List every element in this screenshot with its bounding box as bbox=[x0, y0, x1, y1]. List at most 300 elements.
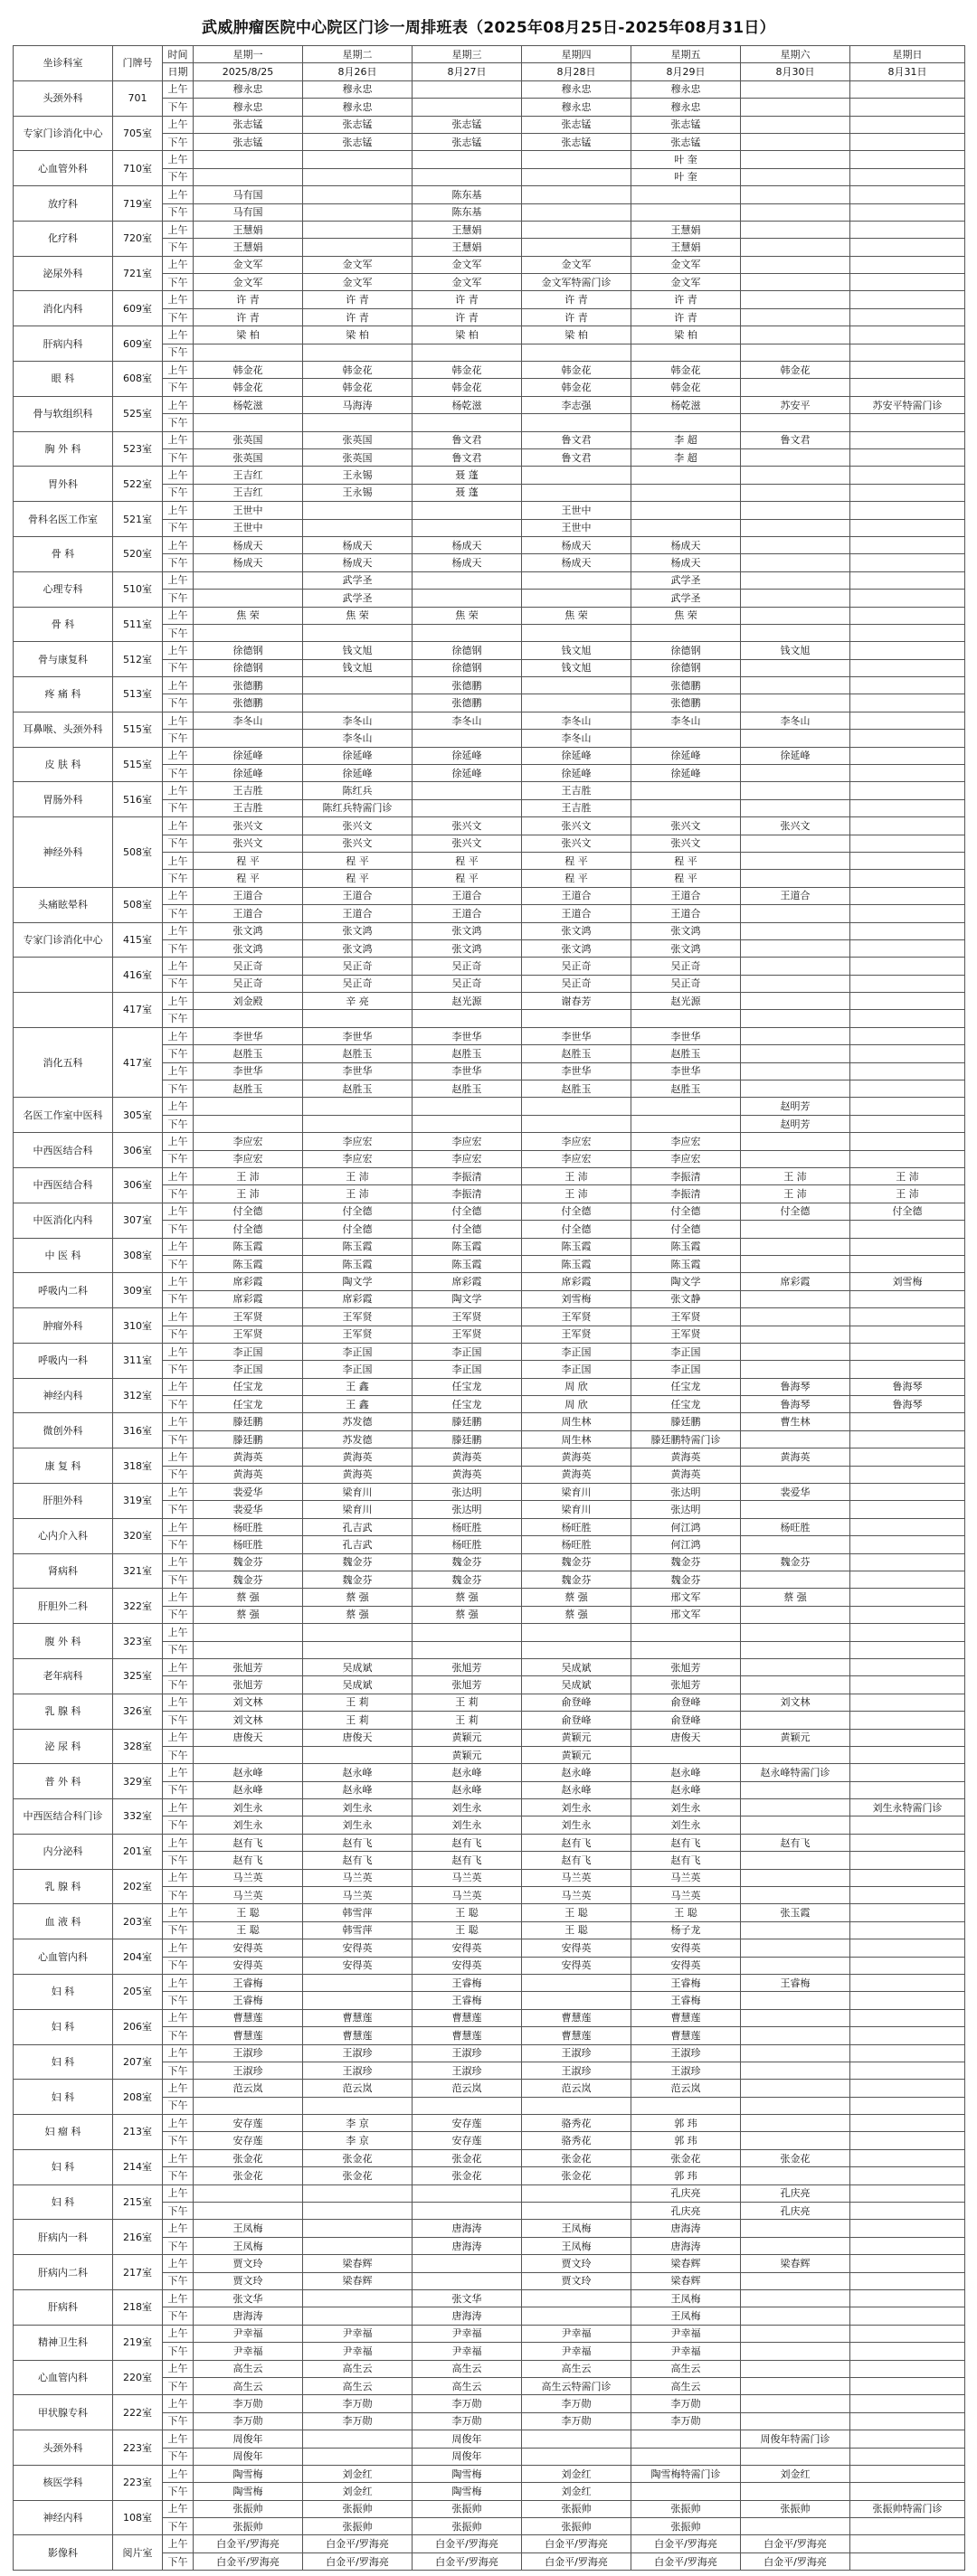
doctor-cell bbox=[741, 2132, 850, 2149]
doctor-cell: 王睿梅 bbox=[413, 1992, 522, 2009]
doctor-cell: 付全德 bbox=[303, 1203, 413, 1220]
doctor-cell: 鲁文君 bbox=[522, 448, 631, 466]
period-cell: 上午 bbox=[163, 326, 194, 344]
schedule-row bbox=[14, 2360, 965, 2377]
doctor-cell: 钱文旭 bbox=[522, 642, 631, 659]
period-cell: 上午 bbox=[163, 116, 194, 133]
room-cell: 201室 bbox=[113, 1834, 163, 1869]
doctor-cell bbox=[741, 519, 850, 536]
department-cell: 骨与康复科 bbox=[14, 642, 113, 677]
room-cell: 415室 bbox=[113, 922, 163, 958]
doctor-cell bbox=[850, 203, 965, 221]
doctor-cell: 李 京 bbox=[303, 2115, 413, 2132]
doctor-cell: 俞登峰 bbox=[522, 1694, 631, 1711]
doctor-cell: 范云岚 bbox=[194, 2080, 303, 2097]
doctor-cell: 马兰英 bbox=[303, 1887, 413, 1904]
doctor-cell bbox=[741, 291, 850, 308]
doctor-cell: 周生林 bbox=[522, 1430, 631, 1448]
doctor-cell bbox=[741, 799, 850, 816]
doctor-cell bbox=[194, 414, 303, 431]
doctor-cell: 聂 蓬 bbox=[413, 484, 522, 501]
doctor-cell: 安得英 bbox=[303, 1957, 413, 1974]
doctor-cell bbox=[741, 694, 850, 712]
doctor-cell: 王凤梅 bbox=[194, 2237, 303, 2254]
doctor-cell bbox=[741, 1133, 850, 1150]
room-cell: 202室 bbox=[113, 1869, 163, 1904]
doctor-cell: 刘生永 bbox=[194, 1816, 303, 1834]
doctor-cell: 杨成天 bbox=[631, 536, 741, 553]
doctor-cell: 吴正奇 bbox=[522, 975, 631, 992]
doctor-cell bbox=[741, 1852, 850, 1869]
room-cell: 508室 bbox=[113, 817, 163, 888]
doctor-cell: 许 青 bbox=[522, 308, 631, 326]
schedule-row bbox=[14, 1518, 965, 1535]
period-cell: 上午 bbox=[163, 2395, 194, 2412]
doctor-cell bbox=[741, 1221, 850, 1238]
doctor-cell bbox=[850, 590, 965, 607]
header-date: 8月27日 bbox=[413, 63, 522, 80]
doctor-cell bbox=[850, 1974, 965, 1991]
doctor-cell: 王 聪 bbox=[522, 1921, 631, 1939]
period-cell: 下午 bbox=[163, 2552, 194, 2570]
schedule-row bbox=[14, 1133, 965, 1150]
room-cell: 306室 bbox=[113, 1133, 163, 1168]
doctor-cell bbox=[850, 151, 965, 168]
period-cell: 下午 bbox=[163, 308, 194, 326]
schedule-row bbox=[14, 2184, 965, 2202]
doctor-cell: 曹慧莲 bbox=[413, 2009, 522, 2026]
department-cell: 影像科 bbox=[14, 2535, 113, 2571]
doctor-cell: 席彩霞 bbox=[194, 1290, 303, 1307]
doctor-cell bbox=[741, 1308, 850, 1326]
doctor-cell: 曹慧莲 bbox=[303, 2027, 413, 2044]
schedule-row bbox=[14, 1939, 965, 1957]
doctor-cell: 王 沛 bbox=[194, 1185, 303, 1203]
doctor-cell: 钱文旭 bbox=[303, 659, 413, 676]
doctor-cell bbox=[850, 1694, 965, 1711]
doctor-cell bbox=[194, 1098, 303, 1115]
doctor-cell: 张志锰 bbox=[631, 116, 741, 133]
doctor-cell: 席彩霞 bbox=[303, 1290, 413, 1307]
doctor-cell bbox=[850, 1150, 965, 1167]
period-cell: 上午 bbox=[163, 2500, 194, 2517]
department-cell: 疼 痛 科 bbox=[14, 677, 113, 712]
doctor-cell: 黄海英 bbox=[631, 1466, 741, 1483]
doctor-cell bbox=[850, 448, 965, 466]
doctor-cell bbox=[741, 852, 850, 869]
period-cell: 下午 bbox=[163, 379, 194, 396]
period-cell: 下午 bbox=[163, 975, 194, 992]
doctor-cell bbox=[522, 467, 631, 484]
doctor-cell: 付全德 bbox=[303, 1221, 413, 1238]
period-cell: 下午 bbox=[163, 484, 194, 501]
period-cell: 下午 bbox=[163, 1185, 194, 1203]
doctor-cell bbox=[631, 484, 741, 501]
doctor-cell: 程 平 bbox=[631, 870, 741, 887]
doctor-cell bbox=[850, 2062, 965, 2079]
doctor-cell: 曹慧莲 bbox=[631, 2027, 741, 2044]
period-cell: 下午 bbox=[163, 1992, 194, 2009]
schedule-row bbox=[14, 2080, 965, 2097]
doctor-cell: 穆永忠 bbox=[631, 80, 741, 98]
doctor-cell bbox=[741, 659, 850, 676]
doctor-cell bbox=[850, 431, 965, 448]
doctor-cell: 李振清 bbox=[631, 1168, 741, 1185]
doctor-cell: 张志锰 bbox=[303, 133, 413, 150]
doctor-cell: 张文华 bbox=[194, 2290, 303, 2307]
doctor-cell: 张文鸿 bbox=[194, 939, 303, 957]
period-cell: 下午 bbox=[163, 1852, 194, 1869]
doctor-cell bbox=[850, 2027, 965, 2044]
doctor-cell: 黄海英 bbox=[303, 1466, 413, 1483]
doctor-cell: 蔡 强 bbox=[741, 1589, 850, 1606]
period-cell: 上午 bbox=[163, 362, 194, 379]
doctor-cell bbox=[850, 607, 965, 624]
department-cell: 妇 科 bbox=[14, 2080, 113, 2115]
doctor-cell: 陈玉霞 bbox=[631, 1255, 741, 1272]
room-cell: 417室 bbox=[113, 1027, 163, 1098]
doctor-cell bbox=[850, 291, 965, 308]
period-cell: 下午 bbox=[163, 448, 194, 466]
doctor-cell: 梁育川 bbox=[303, 1484, 413, 1501]
doctor-cell: 王淑珍 bbox=[303, 2062, 413, 2079]
department-cell: 神经内科 bbox=[14, 2500, 113, 2535]
doctor-cell: 许 青 bbox=[194, 291, 303, 308]
doctor-cell bbox=[850, 1834, 965, 1851]
doctor-cell bbox=[850, 1553, 965, 1571]
doctor-cell: 唐海涛 bbox=[194, 2307, 303, 2325]
doctor-cell bbox=[741, 1045, 850, 1062]
doctor-cell: 杨旺胜 bbox=[413, 1536, 522, 1553]
doctor-cell: 骆秀花 bbox=[522, 2132, 631, 2149]
doctor-cell: 李万勋 bbox=[194, 2395, 303, 2412]
doctor-cell: 范云岚 bbox=[303, 2080, 413, 2097]
doctor-cell bbox=[850, 1098, 965, 1115]
doctor-cell: 李万勋 bbox=[631, 2395, 741, 2412]
doctor-cell bbox=[850, 1676, 965, 1694]
doctor-cell: 王吉胜 bbox=[194, 782, 303, 799]
doctor-cell: 贾文玲 bbox=[522, 2272, 631, 2289]
department-cell: 心内介入科 bbox=[14, 1518, 113, 1553]
period-cell: 上午 bbox=[163, 2360, 194, 2377]
doctor-cell: 安存莲 bbox=[413, 2115, 522, 2132]
doctor-cell bbox=[631, 730, 741, 747]
schedule-row bbox=[14, 1799, 965, 1816]
doctor-cell bbox=[741, 1781, 850, 1798]
period-cell: 下午 bbox=[163, 2518, 194, 2535]
doctor-cell: 王世中 bbox=[522, 502, 631, 519]
doctor-cell bbox=[741, 221, 850, 238]
doctor-cell bbox=[850, 2430, 965, 2448]
doctor-cell bbox=[741, 448, 850, 466]
room-cell: 511室 bbox=[113, 607, 163, 642]
doctor-cell: 金文军 bbox=[303, 274, 413, 291]
doctor-cell: 尹幸福 bbox=[631, 2325, 741, 2342]
room-cell: 306室 bbox=[113, 1168, 163, 1203]
doctor-cell: 李世华 bbox=[522, 1062, 631, 1080]
doctor-cell bbox=[631, 624, 741, 641]
doctor-cell: 张兴文 bbox=[413, 835, 522, 852]
doctor-cell bbox=[850, 2448, 965, 2465]
header-dept: 坐诊科室 bbox=[14, 46, 113, 81]
room-cell: 309室 bbox=[113, 1273, 163, 1308]
doctor-cell bbox=[850, 2184, 965, 2202]
doctor-cell: 张英国 bbox=[194, 448, 303, 466]
period-cell: 下午 bbox=[163, 939, 194, 957]
schedule-row bbox=[14, 502, 965, 519]
doctor-cell: 王 鑫 bbox=[303, 1378, 413, 1395]
doctor-cell: 吴成斌 bbox=[522, 1658, 631, 1675]
room-cell: 328室 bbox=[113, 1729, 163, 1764]
room-cell: 520室 bbox=[113, 536, 163, 571]
schedule-row bbox=[14, 1974, 965, 1991]
doctor-cell: 韩金花 bbox=[194, 379, 303, 396]
department-cell: 化疗科 bbox=[14, 221, 113, 256]
doctor-cell: 李万勋 bbox=[303, 2412, 413, 2430]
doctor-cell bbox=[850, 2272, 965, 2289]
schedule-row bbox=[14, 2115, 965, 2132]
doctor-cell: 滕廷鹏 bbox=[413, 1430, 522, 1448]
room-cell: 721室 bbox=[113, 256, 163, 291]
schedule-row bbox=[14, 1729, 965, 1746]
period-cell: 下午 bbox=[163, 659, 194, 676]
doctor-cell bbox=[850, 1712, 965, 1729]
doctor-cell bbox=[741, 2395, 850, 2412]
doctor-cell: 张文鸿 bbox=[303, 939, 413, 957]
doctor-cell: 陶雪梅特需门诊 bbox=[631, 2465, 741, 2482]
doctor-cell bbox=[850, 852, 965, 869]
period-cell: 上午 bbox=[163, 431, 194, 448]
doctor-cell: 王淑珍 bbox=[522, 2062, 631, 2079]
doctor-cell: 刘生永 bbox=[413, 1816, 522, 1834]
doctor-cell: 黄颖元 bbox=[522, 1729, 631, 1746]
doctor-cell: 王永锡 bbox=[303, 467, 413, 484]
doctor-cell bbox=[850, 1290, 965, 1307]
doctor-cell bbox=[741, 2167, 850, 2184]
doctor-cell bbox=[850, 1816, 965, 1834]
doctor-cell: 张振帅 bbox=[631, 2518, 741, 2535]
schedule-row bbox=[14, 326, 965, 344]
doctor-cell: 张振帅 bbox=[631, 2500, 741, 2517]
period-cell: 上午 bbox=[163, 2325, 194, 2342]
doctor-cell bbox=[850, 1045, 965, 1062]
doctor-cell: 许 青 bbox=[631, 291, 741, 308]
doctor-cell: 孔吉武 bbox=[303, 1518, 413, 1535]
schedule-row bbox=[14, 2290, 965, 2307]
room-cell: 521室 bbox=[113, 502, 163, 537]
doctor-cell: 李世华 bbox=[194, 1027, 303, 1044]
doctor-cell: 金文军 bbox=[413, 256, 522, 273]
doctor-cell bbox=[741, 502, 850, 519]
schedule-row bbox=[14, 1658, 965, 1675]
room-cell: 222室 bbox=[113, 2395, 163, 2430]
period-cell: 上午 bbox=[163, 2465, 194, 2482]
doctor-cell: 张金花 bbox=[522, 2149, 631, 2166]
doctor-cell bbox=[850, 2377, 965, 2394]
doctor-cell: 张德鹏 bbox=[631, 694, 741, 712]
doctor-cell: 杨成天 bbox=[522, 554, 631, 571]
doctor-cell: 吴成斌 bbox=[303, 1658, 413, 1675]
period-cell: 上午 bbox=[163, 186, 194, 203]
doctor-cell bbox=[741, 2027, 850, 2044]
doctor-cell bbox=[741, 993, 850, 1010]
doctor-cell bbox=[631, 519, 741, 536]
doctor-cell: 张文鸿 bbox=[194, 922, 303, 939]
doctor-cell bbox=[850, 2097, 965, 2114]
doctor-cell bbox=[741, 2307, 850, 2325]
doctor-cell bbox=[741, 1062, 850, 1080]
doctor-cell: 唐海涛 bbox=[631, 2237, 741, 2254]
doctor-cell: 范云岚 bbox=[631, 2080, 741, 2097]
doctor-cell bbox=[741, 1326, 850, 1343]
doctor-cell bbox=[741, 2272, 850, 2289]
doctor-cell: 王 沛 bbox=[522, 1168, 631, 1185]
doctor-cell bbox=[850, 1571, 965, 1588]
header-weekday: 星期六 bbox=[741, 46, 850, 63]
doctor-cell: 徐延峰 bbox=[413, 765, 522, 782]
doctor-cell bbox=[850, 2290, 965, 2307]
period-cell: 下午 bbox=[163, 414, 194, 431]
doctor-cell: 张志锰 bbox=[522, 133, 631, 150]
doctor-cell: 李万勋 bbox=[522, 2412, 631, 2430]
period-cell: 上午 bbox=[163, 1799, 194, 1816]
period-cell: 上午 bbox=[163, 2044, 194, 2062]
doctor-cell bbox=[631, 1746, 741, 1763]
doctor-cell bbox=[741, 1816, 850, 1834]
doctor-cell bbox=[850, 993, 965, 1010]
doctor-cell: 付全德 bbox=[850, 1203, 965, 1220]
doctor-cell: 王军贤 bbox=[194, 1308, 303, 1326]
period-cell: 下午 bbox=[163, 274, 194, 291]
doctor-cell: 赵永峰 bbox=[413, 1764, 522, 1781]
room-cell: 329室 bbox=[113, 1764, 163, 1799]
doctor-cell bbox=[850, 2220, 965, 2237]
doctor-cell bbox=[850, 2167, 965, 2184]
doctor-cell: 辛 亮 bbox=[303, 993, 413, 1010]
doctor-cell: 赵有飞 bbox=[413, 1834, 522, 1851]
doctor-cell bbox=[741, 133, 850, 150]
doctor-cell bbox=[741, 326, 850, 344]
room-cell: 206室 bbox=[113, 2009, 163, 2044]
room-cell: 311室 bbox=[113, 1343, 163, 1378]
doctor-cell: 张金花 bbox=[522, 2167, 631, 2184]
doctor-cell bbox=[413, 80, 522, 98]
doctor-cell: 俞登峰 bbox=[522, 1712, 631, 1729]
doctor-cell: 王军贤 bbox=[303, 1308, 413, 1326]
doctor-cell: 徐延峰 bbox=[413, 747, 522, 764]
doctor-cell: 韩金花 bbox=[303, 379, 413, 396]
doctor-cell: 徐延峰 bbox=[741, 747, 850, 764]
doctor-cell: 周俊年 bbox=[194, 2430, 303, 2448]
doctor-cell: 韩金花 bbox=[522, 379, 631, 396]
doctor-cell: 赵有飞 bbox=[741, 1834, 850, 1851]
doctor-cell: 张德鹏 bbox=[194, 677, 303, 694]
doctor-cell: 张振帅 bbox=[303, 2518, 413, 2535]
header-date: 2025/8/25 bbox=[194, 63, 303, 80]
department-cell: 心血管内科 bbox=[14, 1939, 113, 1975]
period-cell: 上午 bbox=[163, 782, 194, 799]
doctor-cell: 李正国 bbox=[303, 1343, 413, 1360]
period-cell: 下午 bbox=[163, 1921, 194, 1939]
doctor-cell: 李冬山 bbox=[194, 712, 303, 729]
doctor-cell: 付全德 bbox=[631, 1221, 741, 1238]
doctor-cell: 张志锰 bbox=[303, 116, 413, 133]
doctor-cell bbox=[850, 1255, 965, 1272]
period-cell: 上午 bbox=[163, 747, 194, 764]
doctor-cell: 裴爱华 bbox=[194, 1484, 303, 1501]
schedule-row bbox=[14, 2535, 965, 2552]
doctor-cell: 王淑珍 bbox=[413, 2062, 522, 2079]
room-cell: 310室 bbox=[113, 1308, 163, 1344]
doctor-cell bbox=[631, 203, 741, 221]
doctor-cell: 赵胜玉 bbox=[413, 1045, 522, 1062]
doctor-cell bbox=[850, 2465, 965, 2482]
doctor-cell bbox=[850, 2044, 965, 2062]
room-cell: 阅片室 bbox=[113, 2535, 163, 2571]
doctor-cell: 马兰英 bbox=[413, 1869, 522, 1886]
doctor-cell: 张德鹏 bbox=[413, 677, 522, 694]
doctor-cell bbox=[631, 1641, 741, 1658]
schedule-row bbox=[14, 1203, 965, 1220]
doctor-cell: 钱文旭 bbox=[522, 659, 631, 676]
doctor-cell: 金文军 bbox=[194, 256, 303, 273]
department-cell: 腹 外 科 bbox=[14, 1624, 113, 1659]
doctor-cell: 张振帅特需门诊 bbox=[850, 2500, 965, 2517]
doctor-cell: 王 莉 bbox=[303, 1694, 413, 1711]
department-cell: 心血管内科 bbox=[14, 2360, 113, 2395]
doctor-cell bbox=[850, 116, 965, 133]
doctor-cell: 金文军 bbox=[631, 256, 741, 273]
doctor-cell: 许 青 bbox=[413, 291, 522, 308]
period-cell: 上午 bbox=[163, 642, 194, 659]
doctor-cell: 王睿梅 bbox=[741, 1974, 850, 1991]
doctor-cell bbox=[303, 203, 413, 221]
doctor-cell: 王道合 bbox=[522, 905, 631, 922]
schedule-row bbox=[14, 677, 965, 694]
doctor-cell: 李 超 bbox=[631, 431, 741, 448]
doctor-cell: 张文鸿 bbox=[522, 922, 631, 939]
doctor-cell: 张英国 bbox=[303, 448, 413, 466]
doctor-cell bbox=[850, 624, 965, 641]
doctor-cell: 王道合 bbox=[303, 887, 413, 904]
doctor-cell bbox=[194, 1624, 303, 1641]
doctor-cell bbox=[194, 1115, 303, 1132]
doctor-cell: 孔庆亮 bbox=[631, 2203, 741, 2220]
doctor-cell: 李 京 bbox=[303, 2132, 413, 2149]
doctor-cell bbox=[850, 659, 965, 676]
doctor-cell: 滕廷鹏 bbox=[631, 1413, 741, 1430]
department-cell: 胃肠外科 bbox=[14, 782, 113, 817]
period-cell: 下午 bbox=[163, 1501, 194, 1518]
doctor-cell bbox=[741, 2290, 850, 2307]
header-date: 8月30日 bbox=[741, 63, 850, 80]
department-cell: 名医工作室中医科 bbox=[14, 1098, 113, 1133]
schedule-row bbox=[14, 2149, 965, 2166]
doctor-cell bbox=[741, 1939, 850, 1957]
doctor-cell: 李正国 bbox=[413, 1343, 522, 1360]
room-cell: 308室 bbox=[113, 1238, 163, 1273]
period-cell: 上午 bbox=[163, 1553, 194, 1571]
doctor-cell: 王吉胜 bbox=[522, 782, 631, 799]
period-cell: 上午 bbox=[163, 291, 194, 308]
schedule-row bbox=[14, 1238, 965, 1255]
doctor-cell: 安得英 bbox=[522, 1939, 631, 1957]
doctor-cell: 黄海英 bbox=[194, 1466, 303, 1483]
schedule-row bbox=[14, 256, 965, 273]
doctor-cell bbox=[631, 414, 741, 431]
doctor-cell: 魏金芬 bbox=[303, 1553, 413, 1571]
period-cell: 上午 bbox=[163, 536, 194, 553]
